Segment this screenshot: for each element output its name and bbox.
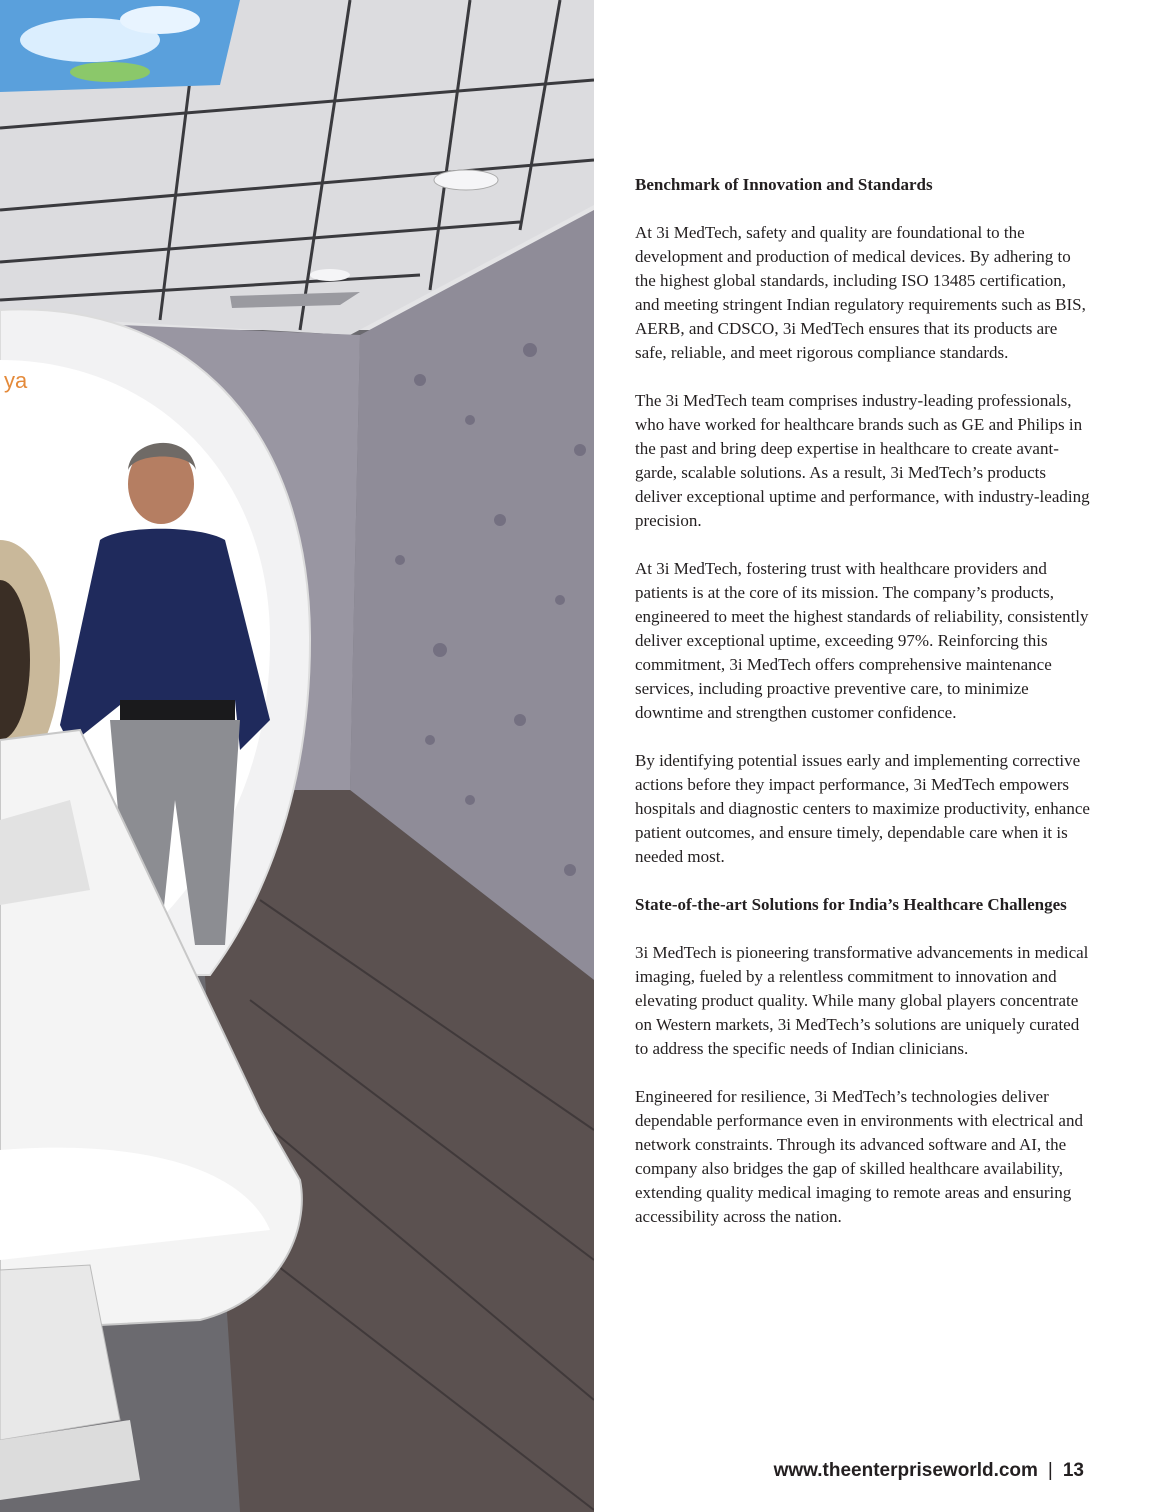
- paragraph: By identifying potential issues early and implementing corrective actions before they impact performance, 3i MedTech empowers hospitals and diagnostic centers to maximize productivity, enhance patient outcomes, and ensure timely, dependable care when it is needed most.: [635, 751, 1090, 866]
- page-number: 13: [1062, 1460, 1084, 1481]
- paragraph: The 3i MedTech team comprises industry-leading professionals, who have worked for healthcare brands such as GE and Philips in the past and bring deep expertise in healthcare to create avant-garde, scalable solutions. As a result, 3i MedTech’s products deliver exceptional uptime and performance, with industry-leading precision.: [635, 391, 1090, 530]
- section-heading-benchmark: Benchmark of Innovation and Standards: [635, 175, 933, 194]
- machine-logo-text: ya: [4, 368, 28, 393]
- paragraph: Engineered for resilience, 3i MedTech’s technologies deliver dependable performance even in environments with electrical and network constraints. Through its advanced software and AI, the company also bridges the gap of skilled healthcare availability, extending quality medical imaging to remote areas and ensuring accessibility across the nation.: [635, 1087, 1083, 1226]
- footer-separator: |: [1047, 1460, 1053, 1481]
- website-link[interactable]: www.theenterpriseworld.com: [773, 1460, 1038, 1481]
- paragraph: At 3i MedTech, fostering trust with healthcare providers and patients is at the core of its mission. The company’s products, engineered to meet the highest standards of reliability, consistently deliver exceptional uptime, exceeding 97%. Reinforcing this commitment, 3i MedTech offers comprehensive maintenance services, including proactive preventive care, to minimize downtime and strengthen customer confidence.: [635, 559, 1089, 722]
- article-body: [635, 173, 1090, 1253]
- page-footer: [774, 1460, 1084, 1482]
- section-heading-solutions: State-of-the-art Solutions for India’s Healthcare Challenges: [635, 895, 1067, 914]
- paragraph: At 3i MedTech, safety and quality are foundational to the development and production of medical devices. By adhering to the highest global standards, including ISO 13485 certification, and meeting stringent Indian regulatory requirements such as BIS, AERB, and CDSCO, 3i MedTech ensures that its products are safe, reliable, and meet rigorous compliance standards.: [635, 223, 1086, 362]
- paragraph: 3i MedTech is pioneering transformative advancements in medical imaging, fueled by a relentless commitment to innovation and elevating product quality. While many global players concentrate on Western markets, 3i MedTech’s solutions are uniquely curated to address the specific needs of Indian clinicians.: [635, 943, 1089, 1058]
